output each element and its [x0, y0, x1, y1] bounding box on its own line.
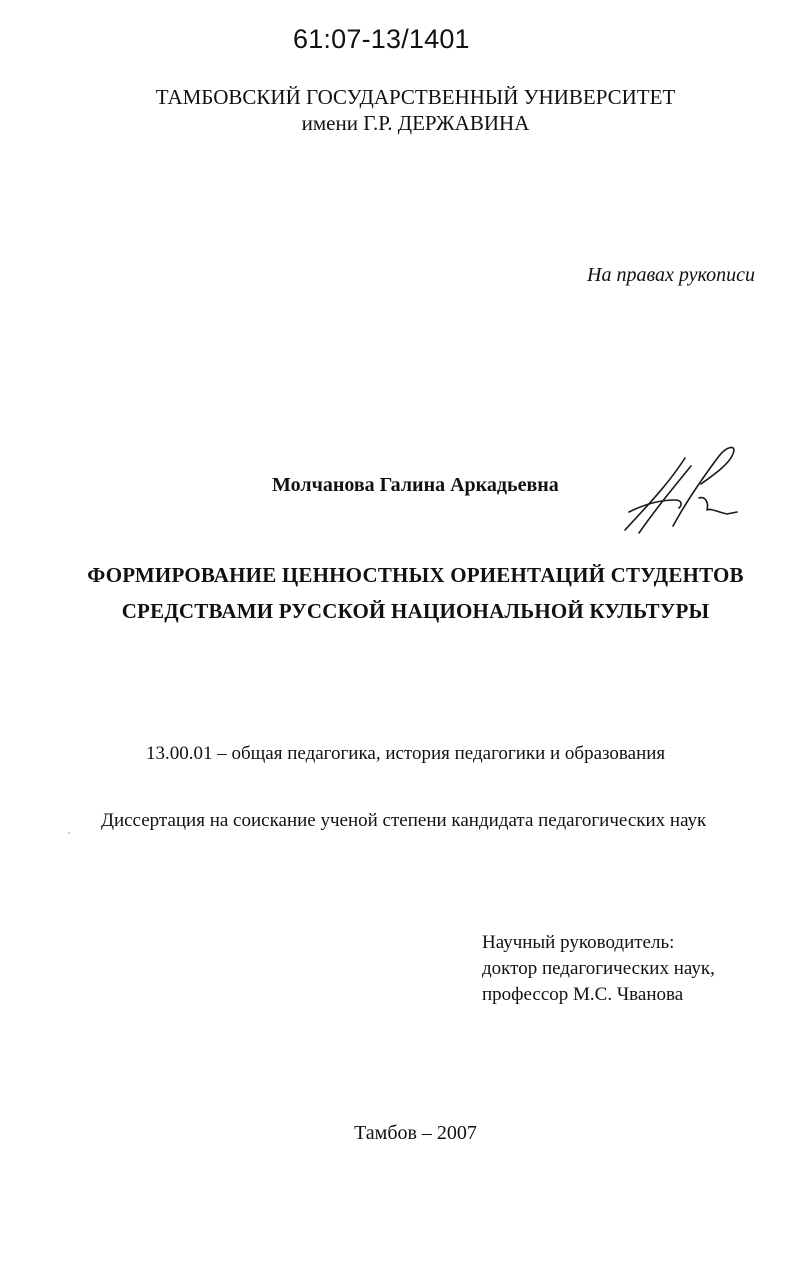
- rights-note: На правах рукописи: [587, 264, 755, 286]
- dissertation-title: [0, 557, 795, 629]
- scan-speck: [68, 832, 70, 834]
- supervisor-block: [482, 930, 715, 1008]
- university-name: ТАМБОВСКИЙ ГОСУДАРСТВЕННЫЙ УНИВЕРСИТЕТ: [155, 85, 676, 109]
- supervisor-name: профессор М.С. Чванова: [482, 984, 684, 1005]
- title-line-2: СРЕДСТВАМИ РУССКОЙ НАЦИОНАЛЬНОЙ КУЛЬТУРЫ: [121, 599, 710, 623]
- city-year: Тамбов – 2007: [354, 1122, 477, 1144]
- handwritten-signature: [615, 438, 740, 538]
- specialty-code: 13.00.01 – общая педагогика, история педагогики и образования: [146, 743, 666, 764]
- title-line-1: ФОРМИРОВАНИЕ ЦЕННОСТНЫХ ОРИЕНТАЦИЙ СТУДЕНТОВ: [87, 563, 744, 587]
- supervisor-degree: доктор педагогических наук,: [482, 958, 715, 979]
- author-name: Молчанова Галина Аркадьевна: [272, 474, 559, 496]
- archive-code: 61:07-13/1401: [293, 24, 470, 54]
- university-named-after: имени Г.Р. ДЕРЖАВИНА: [301, 111, 530, 135]
- supervisor-label: Научный руководитель:: [482, 932, 675, 953]
- dissertation-type: Диссертация на соискание ученой степени кандидата педагогических наук: [101, 810, 707, 831]
- university-header: [0, 84, 795, 136]
